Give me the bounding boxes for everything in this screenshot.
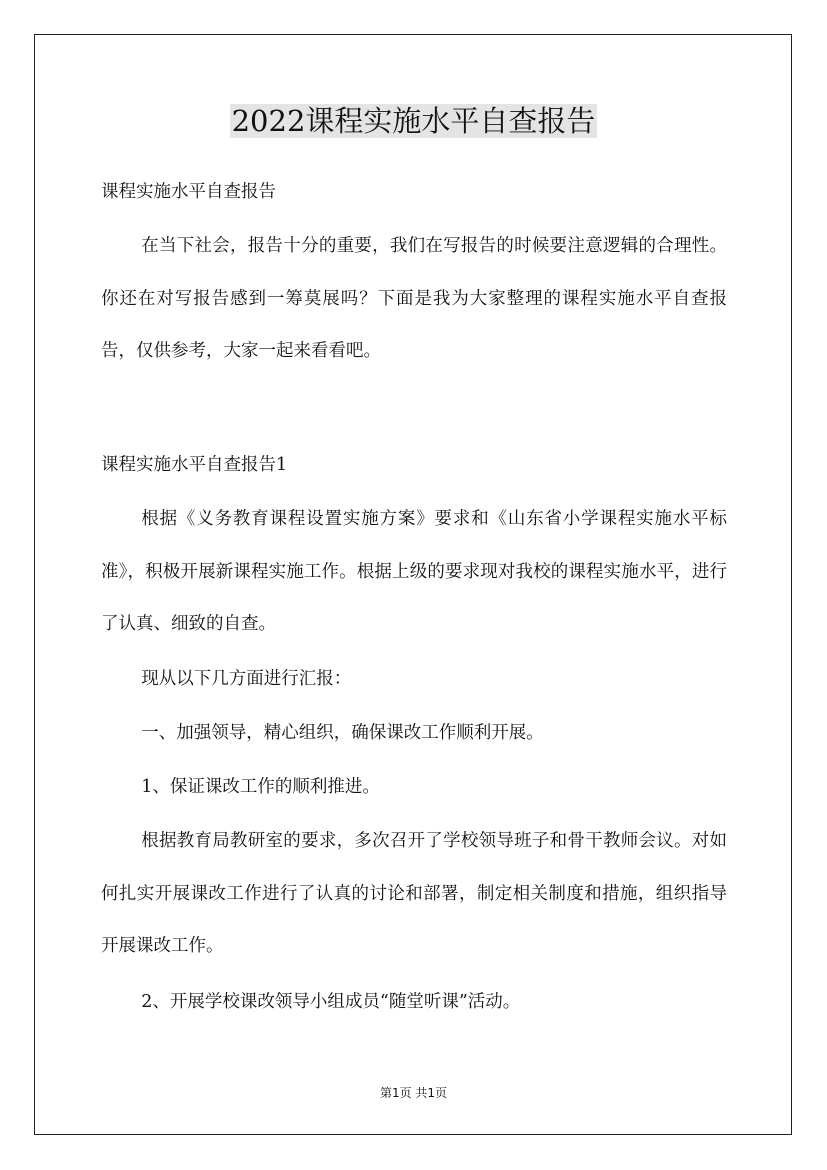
document-title [0,101,827,141]
body-paragraph: 现从以下几方面进行汇报： [141,669,352,689]
subsection-heading-2: 2、开展学校课改领导小组成员“随堂听课”活动。 [141,992,521,1012]
document-title-text: 2022课程实施水平自查报告 [231,104,596,138]
subsection-heading-1: 1、保证课改工作的顺利推进。 [141,777,380,797]
report-1-heading: 课程实施水平自查报告1 [101,455,288,475]
intro-paragraph: 在当下社会，报告十分的重要，我们在写报告的时候要注意逻辑的合理性。你还在对写报告感到一筹莫展吗？下面是我为大家整理的课程实施水平自查报告，仅供参考，大家一起来看看吧。 [101,236,727,361]
section-heading: 课程实施水平自查报告 [101,182,276,202]
body-paragraph: 根据《义务教育课程设置实施方案》要求和《山东省小学课程实施水平标准》，积极开展新课程实施工作。根据上级的要求现对我校的课程实施水平，进行了认真、细致的自查。 [101,509,727,634]
page-number-footer: 第1页 共1页 [379,1086,448,1100]
body-paragraph: 根据教育局教研室的要求，多次召开了学校领导班子和骨干教师会议。对如何扎实开展课改工作进行了认真的讨论和部署，制定相关制度和措施，组织指导开展课改工作。 [101,831,727,956]
section-heading-1: 一、加强领导，精心组织，确保课改工作顺利开展。 [141,723,544,743]
